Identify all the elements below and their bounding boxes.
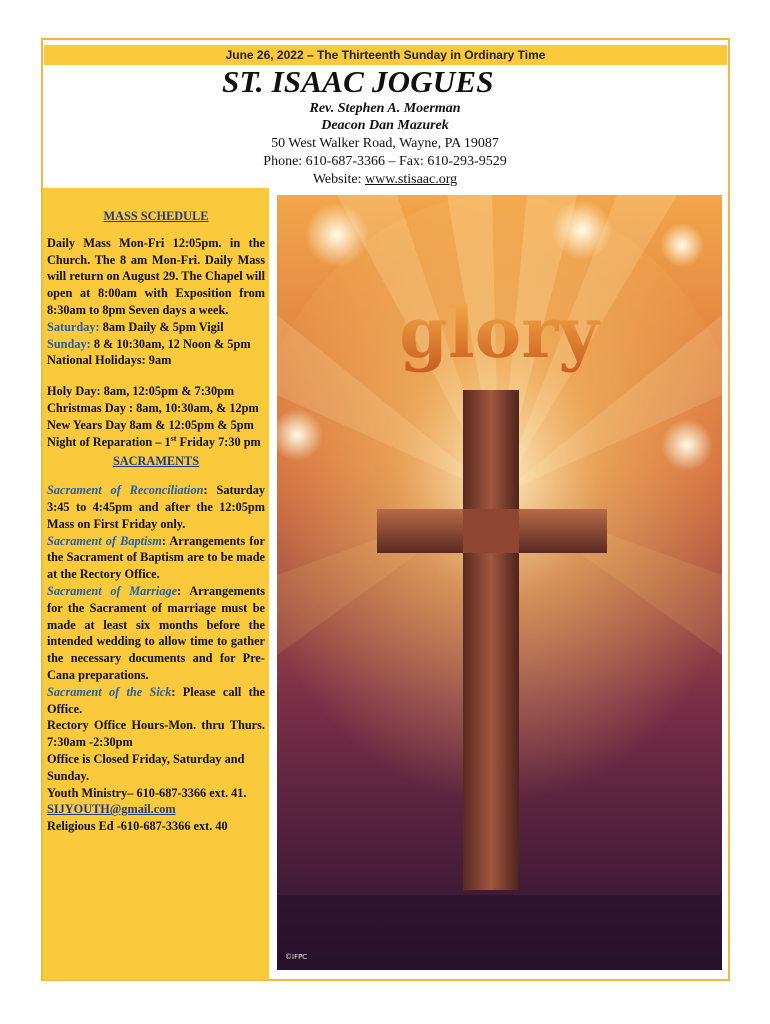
reparation-text: Night of Reparation – 1 (47, 434, 171, 449)
religious-ed: Religious Ed -610-687-3366 ext. 40 (47, 819, 228, 834)
reconciliation-label: Sacrament of Reconciliation (47, 483, 204, 498)
reparation-sup: st (170, 433, 177, 443)
sick-text: : Please call the Office. (47, 684, 265, 716)
image-credit: ©IFPC (285, 953, 308, 961)
baptism (47, 533, 265, 583)
baptism-text: Arrangements for the Sacrament of Baptism are to be made at the Rectory Office. (47, 533, 265, 582)
sick-label: Sacrament of the Sick (47, 684, 172, 699)
schedule-sidebar (43, 188, 269, 980)
colon: : (177, 583, 182, 598)
youth-email-line (47, 801, 265, 818)
saturday-label: Saturday: (47, 319, 100, 334)
spotlight (661, 419, 713, 471)
sick (47, 684, 265, 718)
reconciliation-text: Saturday 3:45 to 4:45pm and after the 12:05pm Mass on First Friday only. (47, 483, 265, 531)
phone-fax: Phone: 610-687-3366 – Fax: 610-293-9529 (263, 154, 507, 169)
sacraments-heading: SACRAMENTS (112, 454, 200, 469)
christmas-day: Christmas Day : 8am, 10:30am, & 12pm (47, 400, 259, 415)
ground-shadow (277, 895, 722, 970)
spotlight (305, 203, 369, 267)
glory-cross-artwork (277, 195, 722, 970)
glory-word: glory (399, 291, 599, 374)
sunday-line (47, 336, 265, 353)
saturday-text: 8am Daily & 5pm Vigil (99, 319, 224, 334)
marriage-text: Arrangements for the Sacrament of marriage must be made at least six months before the intended wedding to allow time to gather the necessary documents and for Pre-Cana preparations. (47, 583, 265, 682)
address: 50 West Walker Road, Wayne, PA 19087 (271, 136, 499, 151)
office-closed: Office is Closed Friday, Saturday and Sunday. (47, 751, 245, 783)
sunday-label: Sunday: (47, 336, 91, 351)
marriage-label: Sacrament of Marriage (47, 583, 178, 598)
reconciliation (47, 482, 265, 532)
youth-ministry: Youth Ministry– 610-687-3366 ext. 41. (47, 785, 247, 800)
pastor-name: Rev. Stephen A. Moerman (309, 101, 461, 116)
cross-vertical (463, 390, 519, 890)
saturday-line (47, 319, 265, 336)
night-of-reparation (47, 434, 265, 451)
cross-center (463, 509, 519, 553)
mass-schedule-heading: MASS SCHEDULE (103, 209, 209, 223)
website-link[interactable]: www.stisaac.org (364, 172, 458, 187)
daily-mass: Daily Mass Mon-Fri 12:05pm. in the Church. The 8 am Mon-Fri. Daily Mass will return on August 29. The Chapel will open at 8:00am with Exposition from 8:30am to 8pm Seven days a week. (47, 235, 265, 317)
sunday-text: 8 & 10:30am, 12 Noon & 5pm (90, 336, 251, 351)
artwork-svg (277, 195, 722, 970)
parish-title: ST. ISAAC JOGUES (222, 64, 494, 99)
holy-day: Holy Day: 8am, 12:05pm & 7:30pm (47, 384, 235, 399)
national-holidays: National Holidays: 9am (47, 353, 172, 368)
office-hours: Rectory Office Hours-Mon. thru Thurs. 7:30am -2:30pm (47, 718, 265, 750)
spotlight (552, 200, 612, 260)
spotlight (660, 223, 704, 267)
website-label: Website: (312, 172, 365, 187)
date-banner: June 26, 2022 – The Thirteenth Sunday in Ordinary Time (44, 45, 727, 65)
colon: : (161, 533, 166, 548)
deacon-name: Deacon Dan Mazurek (321, 118, 449, 133)
website-line (230, 172, 540, 188)
new-years-day: New Years Day 8am & 12:05pm & 5pm (47, 417, 254, 432)
colon: : (203, 483, 208, 498)
youth-email-link[interactable]: SIJYOUTH@gmail.com (47, 802, 176, 817)
reparation-time: Friday 7:30 pm (176, 434, 261, 449)
marriage (47, 583, 265, 684)
baptism-label: Sacrament of Baptism (47, 533, 162, 548)
